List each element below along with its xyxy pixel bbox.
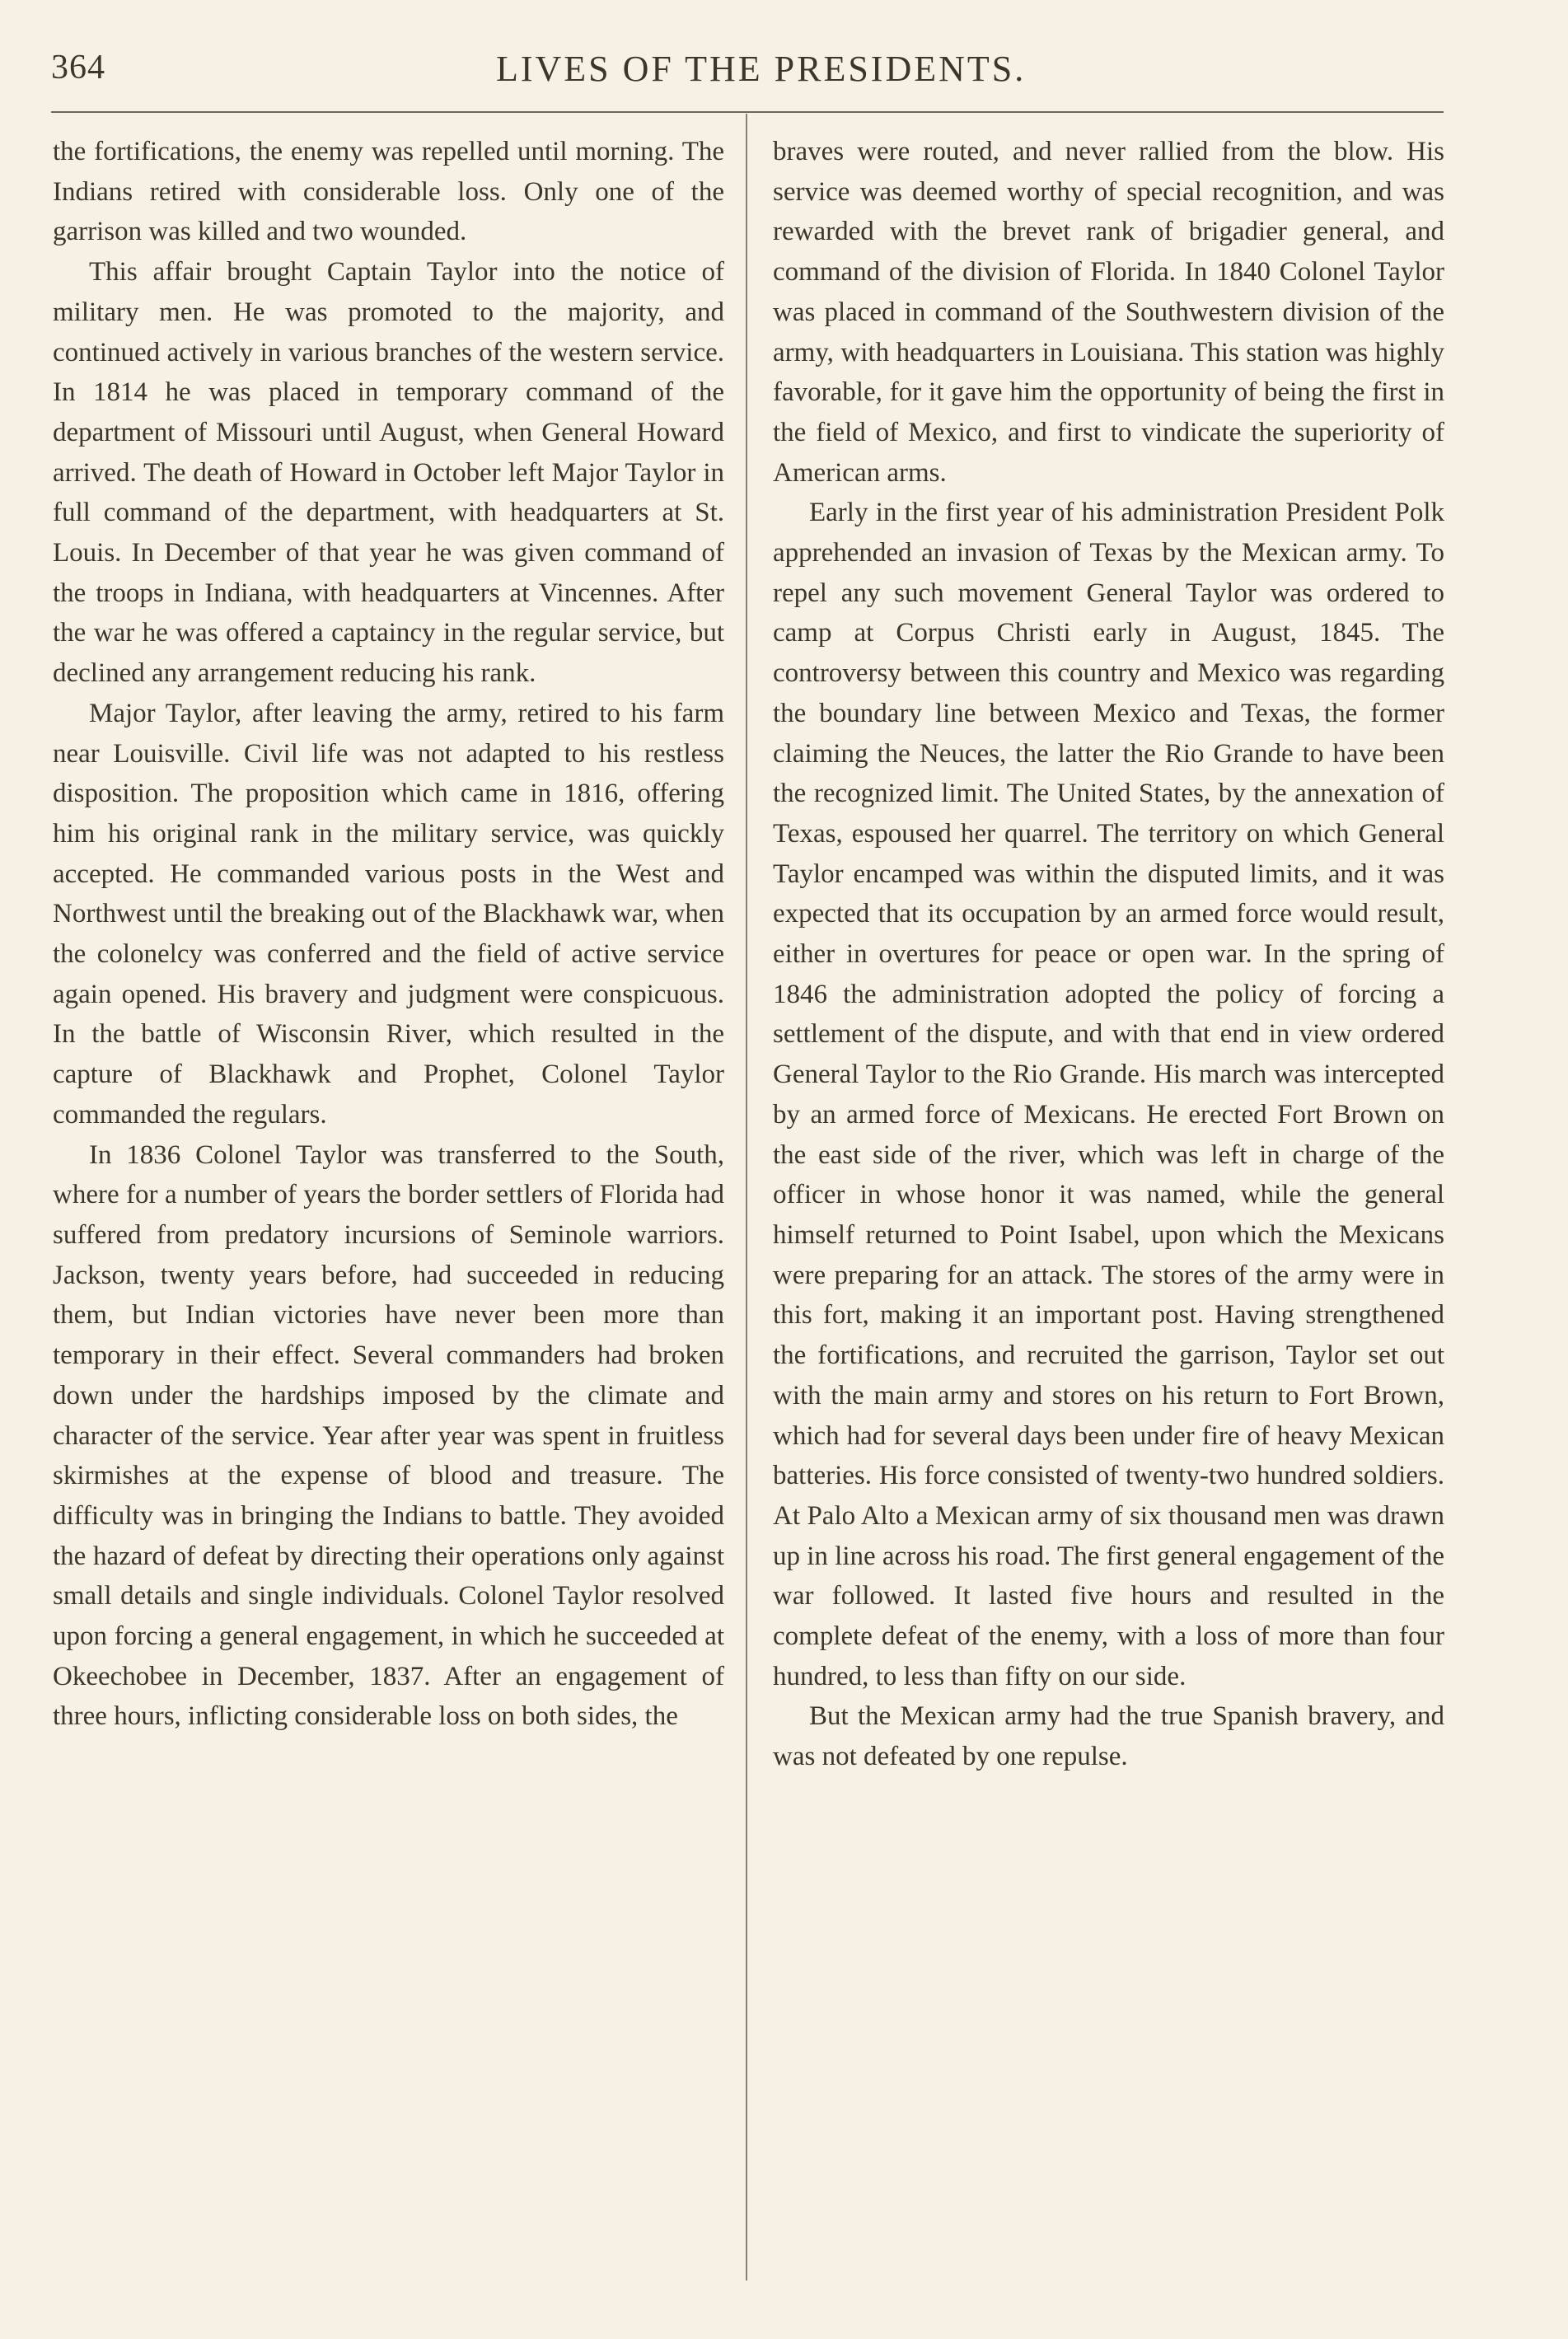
header-rule xyxy=(51,111,1444,113)
paragraph: In 1836 Colonel Taylor was transferred to the South, where for a number of years the border settlers of Florida had suffered from predatory incursions of Seminole warriors. Jackson, twenty years before, had succeeded in reducing them, but Indian victories have never been more than temporary in their effect. Several commanders had broken down under the hardships imposed by the climate and character of the service. Year after year was spent in fruitless skirmishes at the expense of blood and treasure. The difficulty was in bringing the Indians to battle. They avoided the hazard of defeat by directing their operations only against small details and single individuals. Colonel Taylor resolved upon forcing a general engagement, in which he succeeded at Okeechobee in December, 1837. After an engagement of three hours, inflicting considerable loss on both sides, the xyxy=(53,1139,724,1732)
paragraph: This affair brought Captain Taylor into the notice of military men. He was promoted to the majority, and continued actively in various branches of the western service. In 1814 he was placed in temporary command of the department of Missouri until August, when General Howard arrived. The death of Howard in October left Major Taylor in full command of the department, with headquarters at St. Louis. In December of that year he was given command of the troops in Indiana, with headquarters at Vincennes. After the war he was offered a captaincy in the regular service, but declined any arrangement reducing his rank. xyxy=(53,257,724,689)
paragraph: Early in the first year of his administration President Polk apprehended an invasion of Texas by the Mexican army. To repel any such movement General Taylor was ordered to camp at Corpus Christi early in August, 1845. The controversy between this country and Mexico was regarding the boundary line between Mexico and Texas, the former claiming the Neuces, the latter the Rio Grande to have been the recognized limit. The United States, by the annexation of Texas, espoused her quarrel. The territory on which General Taylor encamped was within the disputed limits, and it was expected that its occupation by an armed force would result, either in overtures for peace or open war. In the spring of 1846 the administration adopted the policy of forcing a settlement of the dispute, and with that end in view ordered General Taylor to the Rio Grande. His march was intercepted by an armed force of Mexicans. He erected Fort Brown on the east side of the river, which was left in charge of the officer in whose honor it was named, while the general himself returned to Point Isabel, upon which the Mexicans were preparing for an attack. The stores of the army were in this fort, making it an important post. Having strengthened the fortifications, and recruited the garrison, Taylor set out with the main army and stores on his return to Fort Brown, which had for several days been under fire of heavy Mexican batteries. His force consisted of twenty-two hundred soldiers. At Palo Alto a Mexican army of six thousand men was drawn up in line across his road. The first general engagement of the war followed. It lasted five hours and resulted in the complete defeat of the enemy, with a loss of more than four hundred, to less than fifty on our side. xyxy=(773,498,1444,1691)
page-number: 364 xyxy=(51,49,105,87)
running-title: LIVES OF THE PRESIDENTS. xyxy=(496,49,1027,89)
paragraph: braves were routed, and never rallied from the blow. His service was deemed worthy of special recognition, and was rewarded with the brevet rank of brigadier general, and command of the division of Florida. In 1840 Colonel Taylor was placed in command of the Southwestern division of the army, with headquarters in Louisiana. This station was highly favorable, for it gave him the opportunity of being the first in the field of Mexico, and first to vindicate the superiority of American arms. xyxy=(773,137,1444,488)
paragraph: the fortifications, the enemy was repelled until morning. The Indians retired with considerable loss. Only one of the garrison was killed and two wounded. xyxy=(53,137,724,247)
paragraph: Major Taylor, after leaving the army, retired to his farm near Louisville. Civil life was not adapted to his restless disposition. The proposition which came in 1816, offering him his original rank in the military service, was quickly accepted. He commanded various posts in the West and Northwest until the breaking out of the Blackhawk war, when the colonelcy was conferred and the field of active service again opened. His bravery and judgment were conspicuous. In the battle of Wisconsin River, which resulted in the capture of Blackhawk and Prophet, Colonel Taylor commanded the regulars. xyxy=(53,698,724,1130)
paragraph: But the Mexican army had the true Spanish bravery, and was not defeated by one repulse. xyxy=(773,1701,1444,1772)
page-header xyxy=(51,41,1444,107)
right-column xyxy=(773,132,1444,1777)
left-column xyxy=(53,132,724,1737)
column-divider xyxy=(746,114,747,2281)
